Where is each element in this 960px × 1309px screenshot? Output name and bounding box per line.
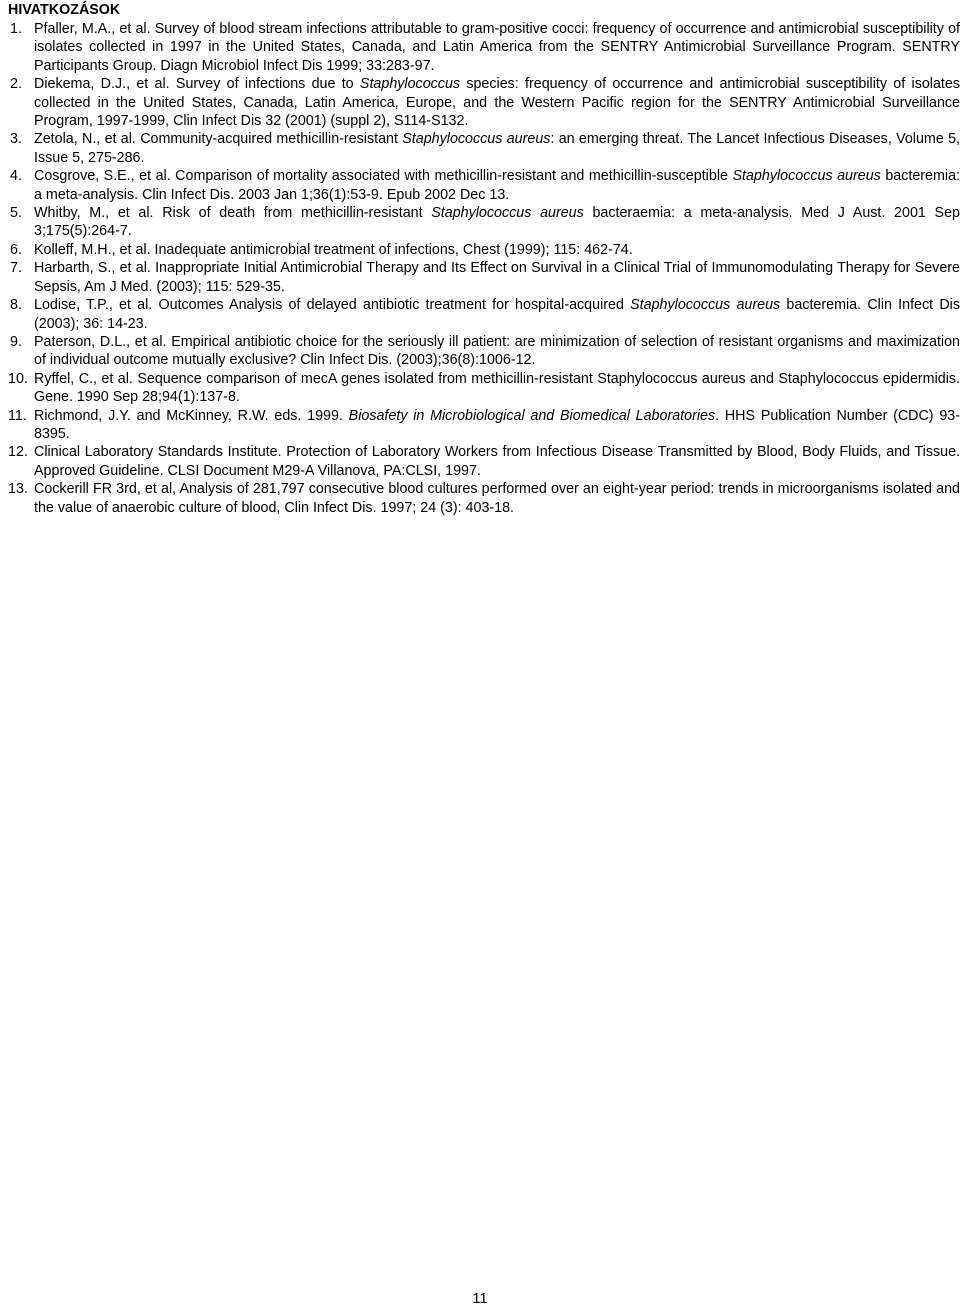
reference-text	[34, 407, 960, 444]
reference-text	[34, 443, 960, 480]
reference-item	[8, 333, 960, 370]
reference-number: 10.	[8, 370, 28, 387]
reference-number: 5.	[10, 205, 22, 222]
page-number: 11	[472, 1290, 488, 1307]
reference-italic-title: Staphylococcus aureus	[630, 297, 781, 314]
reference-text	[34, 296, 960, 333]
reference-text-segment: Clinical Laboratory Standards Institute. Protection of Laboratory Workers from Infectious Disease Transmitted by Blood, Body Fluids, and Tissue. Approved Guideline. CLSI Document M29-A Villanova, PA:CLSI, 1997.	[34, 444, 960, 479]
reference-item	[8, 130, 960, 167]
reference-text-segment: bacteraemia: a meta-analysis. Med J Aust. 2001 Sep 3;175(5):264-7.	[34, 205, 960, 240]
reference-item	[8, 296, 960, 333]
reference-text	[34, 370, 960, 407]
reference-italic-title: Biosafety in Microbiological and Biomedical Laboratories	[348, 407, 716, 424]
reference-text	[34, 130, 960, 167]
reference-item	[8, 443, 960, 480]
reference-number: 8.	[10, 297, 22, 314]
reference-item	[8, 480, 960, 517]
reference-item	[8, 75, 960, 130]
reference-number: 13.	[8, 481, 28, 498]
reference-item	[8, 407, 960, 444]
reference-number: 11.	[8, 407, 27, 424]
reference-text-segment: Ryffel, C., et al. Sequence comparison of mecA genes isolated from methicillin-resistant Staphylococcus aureus and Staphylococcus epidermidis. Gene. 1990 Sep 28;94(1):137-8.	[34, 370, 960, 406]
reference-number: 9.	[10, 333, 22, 350]
reference-italic-title: Staphylococcus aureus	[431, 205, 584, 222]
reference-item	[8, 167, 960, 204]
reference-text-segment: Harbarth, S., et al. Inappropriate Initial Antimicrobial Therapy and Its Effect on Survival in a Clinical Trial of Immunomodulating Therapy for Severe Sepsis, Am J Med. (2003); 115: 529-35.	[34, 260, 960, 295]
reference-text-segment: Whitby, M., et al. Risk of death from methicillin-resistant	[34, 205, 432, 222]
reference-item	[8, 259, 960, 296]
reference-text-segment: . HHS Publication Number (CDC) 93-8395.	[34, 407, 960, 442]
reference-text-segment: Lodise, T.P., et al. Outcomes Analysis of delayed antibiotic treatment for hospital-acquired	[34, 297, 631, 314]
reference-number: 3.	[10, 131, 22, 148]
reference-text-segment: Cosgrove, S.E., et al. Comparison of mortality associated with methicillin-resistant and methicillin-susceptible	[34, 168, 733, 185]
reference-text-segment: Diekema, D.J., et al. Survey of infections due to	[34, 76, 360, 93]
reference-text-segment: Kolleff, M.H., et al. Inadequate antimicrobial treatment of infections, Chest (1999); 115: 462-74.	[34, 241, 633, 258]
reference-italic-title: Staphylococcus aureus	[402, 131, 551, 148]
document-page	[8, 0, 960, 517]
reference-text	[34, 20, 960, 75]
reference-text-segment: species: frequency of occurrence and antimicrobial susceptibility of isolates collected in the United States, Canada, Latin America, Europe, and the Western Pacific region for the SENTRY Antimicrobial Surveillance Program, 1997-1999, Clin Infect Dis 32 (2001) (suppl 2), S114-S132.	[34, 76, 960, 130]
reference-number: 7.	[10, 260, 22, 277]
reference-number: 4.	[10, 168, 22, 185]
reference-text	[34, 480, 960, 517]
reference-text	[34, 259, 960, 296]
reference-text-segment: Richmond, J.Y. and McKinney, R.W. eds. 1999.	[34, 407, 349, 424]
reference-text	[34, 167, 960, 204]
reference-number: 6.	[10, 241, 22, 258]
reference-text-segment: Pfaller, M.A., et al. Survey of blood stream infections attributable to gram-positive cocci: frequency of occurrence and antimicrobial susceptibility of isolates collected in 1997 in the United States, Canada, and Latin America from the SENTRY Antimicrobial Surveillance Program. SENTRY Participants Group. Diagn Microbiol Infect Dis 1999; 33:283-97.	[34, 21, 960, 74]
reference-text	[34, 333, 960, 370]
reference-text	[34, 204, 960, 241]
references-heading: HIVATKOZÁSOK	[8, 2, 121, 18]
reference-text	[34, 75, 960, 130]
reference-text-segment: bacteremia: a meta-analysis. Clin Infect Dis. 2003 Jan 1;36(1):53-9. Epub 2002 Dec 13.	[34, 168, 960, 203]
reference-item	[8, 204, 960, 241]
reference-number: 1.	[10, 21, 22, 37]
reference-number: 2.	[10, 76, 22, 93]
reference-text-segment: : an emerging threat. The Lancet Infectious Diseases, Volume 5, Issue 5, 275-286.	[34, 131, 960, 166]
reference-text-segment: Zetola, N., et al. Community-acquired methicillin-resistant	[34, 131, 403, 148]
reference-italic-title: Staphylococcus aureus	[732, 168, 881, 185]
reference-text-segment: bacteremia. Clin Infect Dis (2003); 36: 14-23.	[34, 297, 960, 332]
reference-item	[8, 241, 960, 259]
reference-italic-title: Staphylococcus	[359, 76, 461, 93]
reference-item	[8, 370, 960, 407]
reference-text-segment: Paterson, D.L., et al. Empirical antibiotic choice for the seriously ill patient: are minimization of selection of resistant organisms and maximization of individual outcome mutually exclusive? Clin Infect Dis. (2003);36(8):1006-12.	[34, 333, 960, 369]
reference-list	[8, 20, 960, 517]
reference-text-segment: Cockerill FR 3rd, et al, Analysis of 281,797 consecutive blood cultures performed over an eight-year period: trends in microorganisms isolated and the value of anaerobic culture of blood, Clin Infect Dis. 1997; 24 (3): 403-18.	[34, 481, 960, 516]
reference-number: 12.	[8, 444, 28, 461]
reference-item	[8, 20, 960, 75]
reference-text	[34, 241, 960, 259]
